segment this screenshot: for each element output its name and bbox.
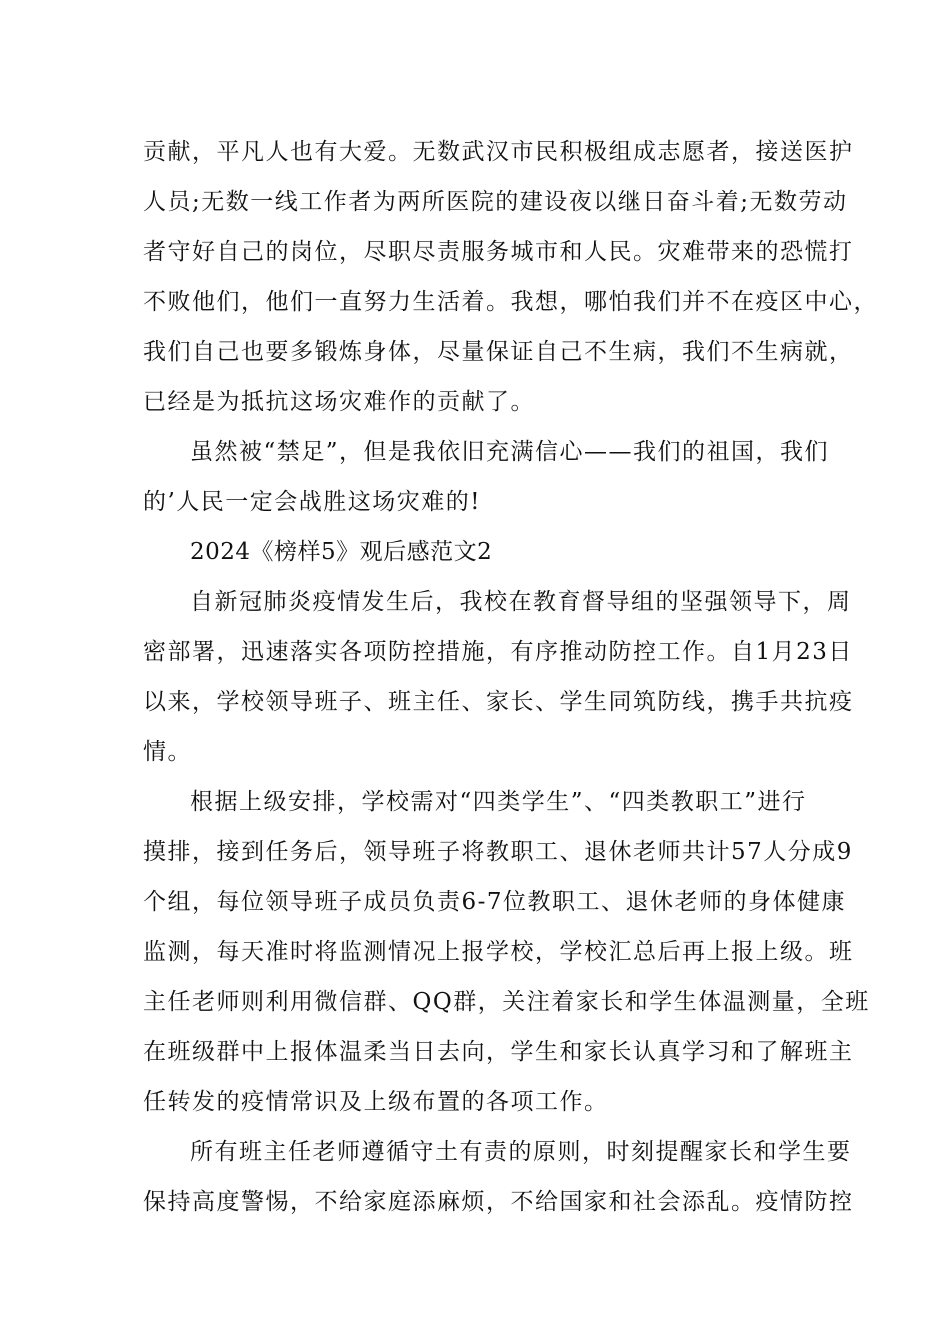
section-heading: 2024《榜样5》观后感范文2 [190, 539, 493, 565]
paragraph-4-line-3: 个组，每位领导班子成员负责6-7位教职工、退休老师的身体健康 [143, 889, 847, 915]
paragraph-4-line-5: 主任老师则利用微信群、QQ群，关注着家长和学生体温测量，全班 [143, 989, 870, 1015]
paragraph-4-line-4: 监测，每天准时将监测情况上报学校，学校汇总后再上报上级。班 [143, 939, 854, 965]
paragraph-3-line-2: 密部署，迅速落实各项防控措施，有序推动防控工作。自1月23日 [143, 639, 853, 665]
paragraph-4-line-7: 任转发的疫情常识及上级布置的各项工作。 [143, 1089, 609, 1115]
paragraph-1-line-2: 人员;无数一线工作者为两所医院的建设夜以继日奋斗着;无数劳动 [143, 189, 848, 215]
paragraph-1-line-1: 贡献，平凡人也有大爱。无数武汉市民积极组成志愿者，接送医护 [143, 139, 854, 165]
paragraph-2-line-1: 虽然被“禁足”，但是我依旧充满信心——我们的祖国，我们 [190, 439, 830, 465]
paragraph-5-line-2: 保持高度警惕，不给家庭添麻烦，不给国家和社会添乱。疫情防控 [143, 1189, 854, 1215]
paragraph-1-line-4: 不败他们，他们一直努力生活着。我想，哪怕我们并不在疫区中心， [143, 289, 878, 315]
paragraph-4-line-6: 在班级群中上报体温柔当日去向，学生和家长认真学习和了解班主 [143, 1039, 854, 1065]
paragraph-2-line-2: 的’人民一定会战胜这场灾难的! [143, 489, 482, 515]
paragraph-3-line-1: 自新冠肺炎疫情发生后，我校在教育督导组的坚强领导下，周 [190, 589, 852, 615]
paragraph-5-line-1: 所有班主任老师遵循守土有责的原则，时刻提醒家长和学生要 [190, 1139, 852, 1165]
paragraph-1-line-5: 我们自己也要多锻炼身体，尽量保证自己不生病，我们不生病就， [143, 339, 854, 365]
paragraph-3-line-4: 情。 [143, 739, 192, 765]
paragraph-1-line-3: 者守好自己的岗位，尽职尽责服务城市和人民。灾难带来的恐慌打 [143, 239, 854, 265]
paragraph-4-line-1: 根据上级安排，学校需对“四类学生”、“四类教职工”进行 [190, 789, 807, 815]
paragraph-1-line-6: 已经是为抵抗这场灾难作的贡献了。 [143, 389, 535, 415]
paragraph-3-line-3: 以来，学校领导班子、班主任、家长、学生同筑防线，携手共抗疫 [143, 689, 854, 715]
paragraph-4-line-2: 摸排，接到任务后，领导班子将教职工、退休老师共计57人分成9 [143, 839, 853, 865]
